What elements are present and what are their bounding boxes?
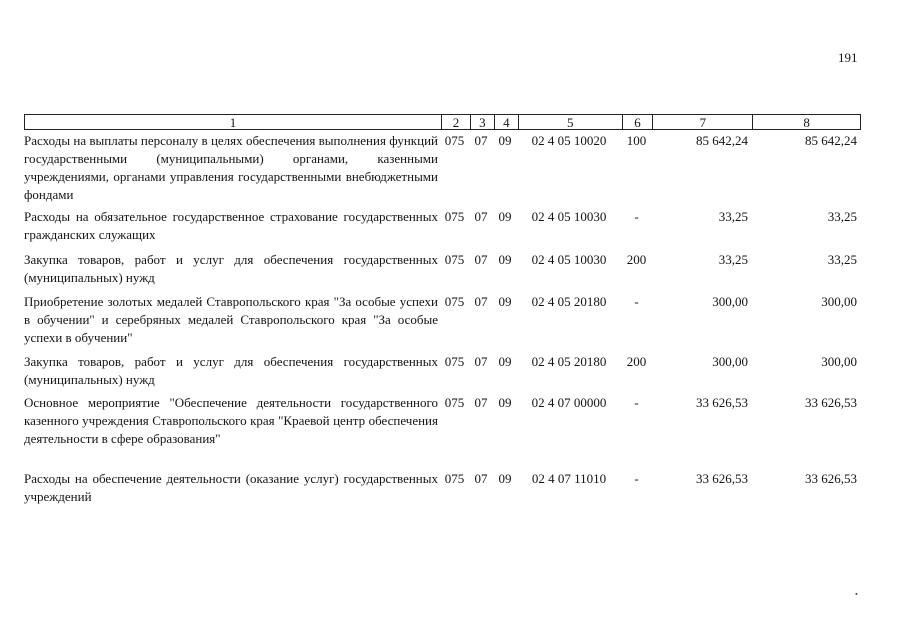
page-number: 191 [838,50,858,65]
table-row [24,353,861,394]
row-pr: 09 [498,209,512,224]
row-csr: 02 4 07 11010 [531,471,607,486]
table-body [24,132,861,510]
row-pr: 09 [498,294,512,309]
row-ved: 075 [444,209,465,224]
row-csr: 02 4 07 00000 [531,395,607,410]
row-name: Закупка товаров, работ и услуг для обеспечения государственных (муниципальных) нужд [24,354,438,387]
header-col-8: 8 [803,115,810,130]
row-value-7: 300,00 [712,294,748,309]
table-row [24,394,861,470]
row-rz: 07 [474,294,488,309]
table-row [24,208,861,251]
row-name: Расходы на выплаты персоналу в целях обеспечения выполнения функций государственными (муниципальными) органами, казенными учреждениями, органами управления государственными внебюджетными фондами [24,133,438,202]
row-vr: - [634,395,639,410]
row-vr: - [634,209,639,224]
row-value-7: 33,25 [718,209,748,224]
row-csr: 02 4 05 20180 [531,294,607,309]
row-value-8: 85 642,24 [805,133,857,148]
row-value-8: 300,00 [821,354,857,369]
row-value-7: 33 626,53 [696,395,748,410]
row-csr: 02 4 05 10030 [531,209,607,224]
row-name: Закупка товаров, работ и услуг для обеспечения государственных (муниципальных) нужд [24,252,438,285]
row-name: Основное мероприятие "Обеспечение деятельности государственного казенного учреждения Ставропольского края "Краевой центр обеспечения деятельности в сфере образования" [24,395,438,446]
header-col-6: 6 [623,115,654,129]
row-ved: 075 [444,354,465,369]
table-row [24,132,861,208]
row-rz: 07 [474,354,488,369]
row-value-7: 33,25 [718,252,748,267]
row-csr: 02 4 05 10030 [531,252,607,267]
table-row [24,470,861,510]
row-name: Приобретение золотых медалей Ставропольского края "За особые успехи в обучении" и серебряных медалей Ставропольского края "За особые успехи в обучении" [24,294,438,345]
row-ved: 075 [444,133,465,148]
row-vr: 200 [626,252,647,267]
row-vr: 100 [626,133,647,148]
row-ved: 075 [444,471,465,486]
table-header-row [24,114,861,130]
row-ved: 075 [444,252,465,267]
row-pr: 09 [498,252,512,267]
header-col-7: 7 [653,115,753,129]
row-ved: 075 [444,395,465,410]
header-col-3: 3 [471,115,495,129]
row-rz: 07 [474,395,488,410]
row-value-8: 33,25 [827,209,857,224]
row-rz: 07 [474,471,488,486]
row-pr: 09 [498,471,512,486]
header-col-4: 4 [495,115,519,129]
row-rz: 07 [474,252,488,267]
row-name: Расходы на обеспечение деятельности (оказание услуг) государственных учреждений [24,471,438,504]
row-value-8: 33 626,53 [805,471,857,486]
row-name: Расходы на обязательное государственное страхование государственных гражданских служащих [24,209,438,242]
row-value-7: 85 642,24 [696,133,748,148]
header-col-5: 5 [519,115,623,129]
row-vr: 200 [626,354,647,369]
row-value-7: 33 626,53 [696,471,748,486]
row-csr: 02 4 05 20180 [531,354,607,369]
row-rz: 07 [474,209,488,224]
row-csr: 02 4 05 10020 [531,133,607,148]
header-col-2: 2 [442,115,471,129]
row-vr: - [634,471,639,486]
table-row [24,293,861,353]
scan-speck: • [855,590,858,599]
row-ved: 075 [444,294,465,309]
row-value-8: 33 626,53 [805,395,857,410]
table-row [24,251,861,293]
row-value-8: 33,25 [827,252,857,267]
row-pr: 09 [498,354,512,369]
row-value-8: 300,00 [821,294,857,309]
row-pr: 09 [498,133,512,148]
row-pr: 09 [498,395,512,410]
row-rz: 07 [474,133,488,148]
row-vr: - [634,294,639,309]
header-col-1: 1 [25,115,442,129]
row-value-7: 300,00 [712,354,748,369]
